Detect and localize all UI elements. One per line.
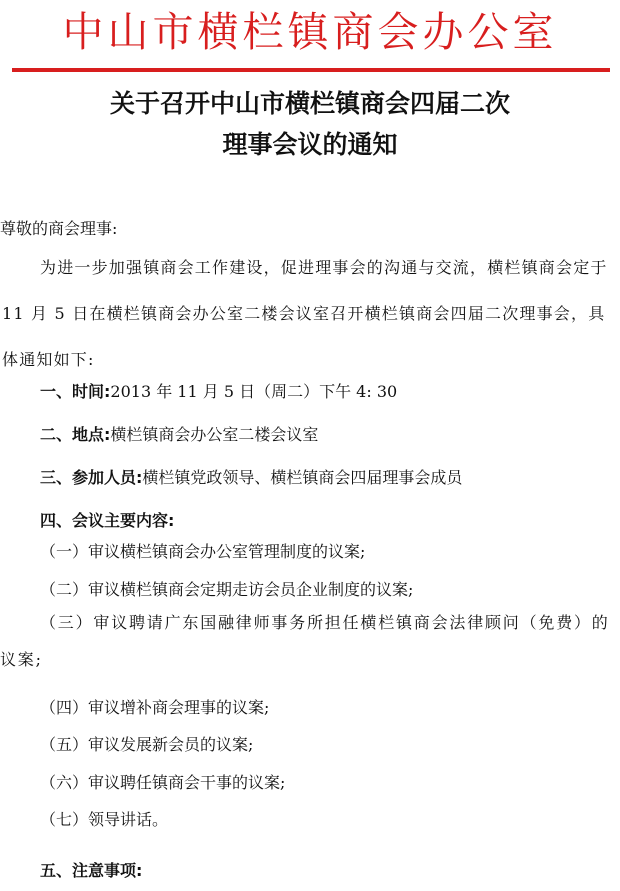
time-value: 2013 年 11 月 5 日（周二）下午 4: 30 xyxy=(110,382,398,401)
agenda-item: （七）领导讲话。 xyxy=(40,810,169,829)
issuing-office-header: 中山市横栏镇商会办公室 xyxy=(62,8,558,56)
attendees-value: 横栏镇党政领导、横栏镇商会四届理事会成员 xyxy=(142,468,463,487)
intro-paragraph: 为进一步加强镇商会工作建设，促进理事会的沟通与交流，横栏镇商会定于 11 月 5 日在横栏镇商会办公室二楼会议室召开横栏镇商会四届二次理事会，具体通知如下: xyxy=(2,258,608,369)
document-title-line-2: 理事会议的通知 xyxy=(222,130,398,159)
time-label: 一、时间: xyxy=(40,382,111,401)
agenda-heading: 四、会议主要内容: xyxy=(40,511,175,530)
salutation: 尊敬的商会理事: xyxy=(0,219,118,238)
agenda-item: （一）审议横栏镇商会办公室管理制度的议案; xyxy=(40,542,366,561)
agenda-item: （二）审议横栏镇商会定期走访会员企业制度的议案; xyxy=(40,580,414,599)
agenda-item: （五）审议发展新会员的议案; xyxy=(40,735,254,754)
agenda-item: （四）审议增补商会理事的议案; xyxy=(40,698,270,717)
notes-heading: 五、注意事项: xyxy=(40,861,143,880)
meeting-attendees xyxy=(40,466,462,490)
meeting-place xyxy=(40,423,318,447)
place-label: 二、地点: xyxy=(40,425,111,444)
agenda-item: （六）审议聘任镇商会干事的议案; xyxy=(40,773,286,792)
place-value: 横栏镇商会办公室二楼会议室 xyxy=(110,425,319,444)
attendees-label: 三、参加人员: xyxy=(40,468,143,487)
agenda-item: （三）审议聘请广东国融律师事务所担任横栏镇商会法律顾问（免费）的议案; xyxy=(0,613,610,669)
meeting-time xyxy=(40,380,397,404)
header-divider-line xyxy=(12,68,610,72)
document-title-line-1: 关于召开中山市横栏镇商会四届二次 xyxy=(109,89,510,118)
